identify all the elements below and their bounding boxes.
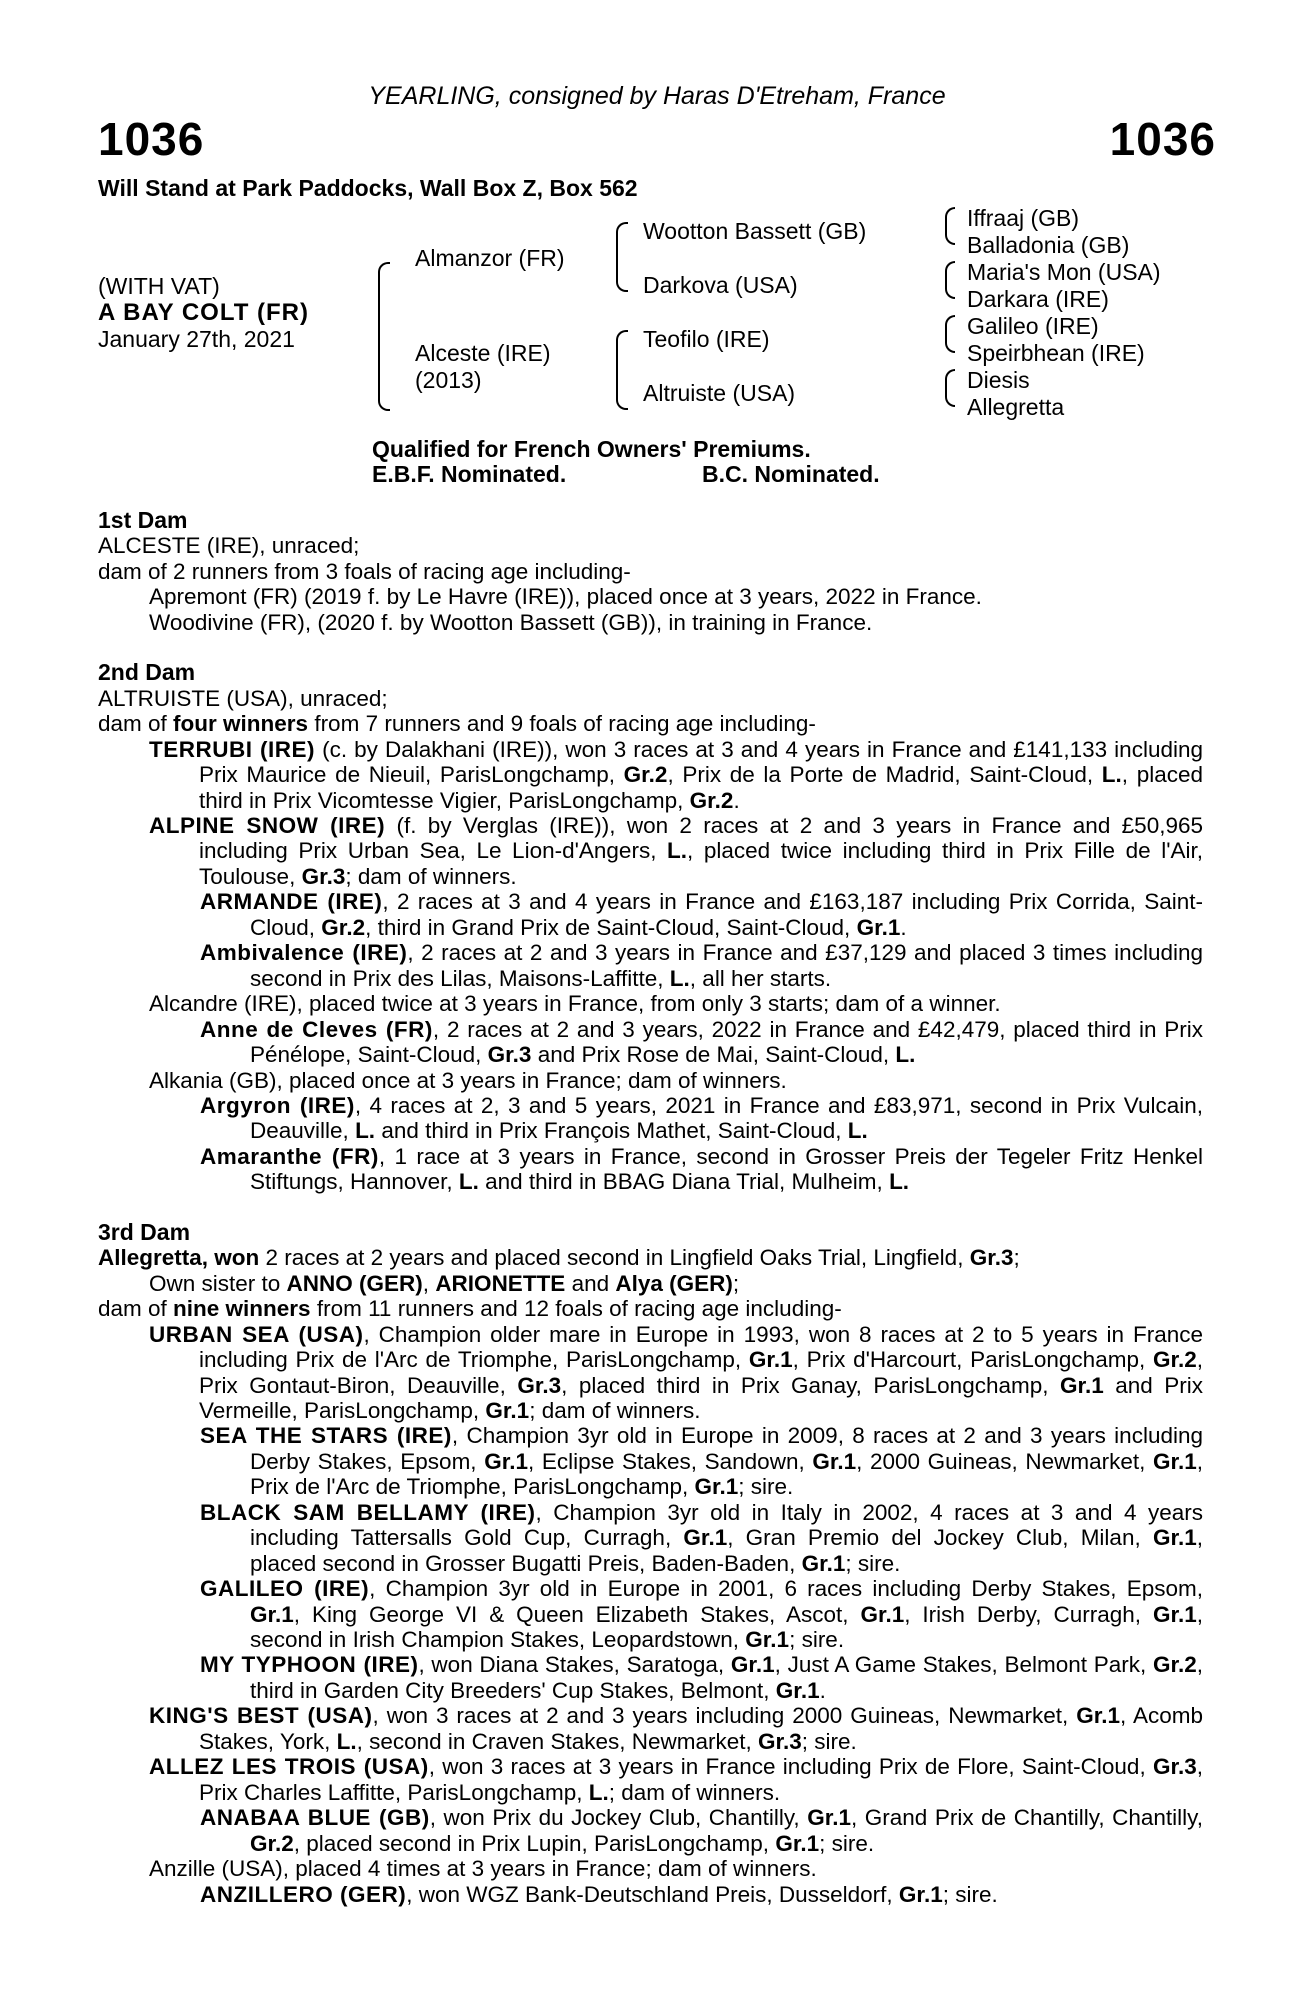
produce-entry: TERRUBI (IRE) (c. by Dalakhani (IRE)), won 3 races at 3 and 4 years in France and £141,133 including Prix Maurice de Nieuil, ParisLongchamp, Gr.2, Prix de la Porte de Madrid, Saint-Cloud, L., placed third in Prix Vicomtesse Vigier, ParisLongchamp, Gr.2. (149, 736, 1203, 813)
produce-entry: KING'S BEST (USA), won 3 races at 2 and 3 years including 2000 Guineas, Newmarket, Gr.1, Acomb Stakes, York, L., second in Craven Stakes, Newmarket, Gr.3; sire. (149, 1703, 1204, 1754)
pedigree-brace-3c (945, 315, 955, 353)
third-dam-summary: dam of nine winners from 11 runners and 12 foals of racing age including- (98, 1296, 842, 1322)
lot-number-right: 1036 (1109, 113, 1216, 165)
foaling-date: January 27th, 2021 (98, 326, 295, 352)
produce-entry: Anzille (USA), placed 4 times at 3 years in France; dam of winners. (149, 1856, 817, 1882)
produce-entry: GALILEO (IRE), Champion 3yr old in Europe in 2001, 6 races including Derby Stakes, Epsom, Gr.1, King George VI & Queen Elizabeth Stakes, Ascot, Gr.1, Irish Derby, Curragh, Gr.1, second in Irish Champion Stakes, Leopardstown, Gr.1; sire. (200, 1576, 1204, 1653)
pedigree-brace-1 (378, 262, 390, 411)
ped-ddd: Allegretta (967, 394, 1065, 420)
third-dam-line: Allegretta, won 2 races at 2 years and placed second in Lingfield Oaks Trial, Lingfield, Gr.3; (98, 1245, 1020, 1271)
third-dam-sister-line: Own sister to ANNO (GER), ARIONETTE and Alya (GER); (149, 1270, 740, 1296)
produce-entry: ALPINE SNOW (IRE) (f. by Verglas (IRE)), won 2 races at 2 and 3 years in France and £50,965 including Prix Urban Sea, Le Lion-d'Angers, L., placed twice including third in Prix Fille de l'Air, Toulouse, Gr.3; dam of winners. (149, 812, 1203, 889)
second-dam-heading: 2nd Dam (98, 659, 196, 686)
produce-entry: URBAN SEA (USA), Champion older mare in Europe in 1993, won 8 races at 2 to 5 years in France including Prix de l'Arc de Triomphe, ParisLongchamp, Gr.1, Prix d'Harcourt, ParisLongchamp, Gr.2, Prix Gontaut-Biron, Deauville, Gr.3, placed third in Prix Ganay, ParisLongchamp, Gr.1 and Prix Vermeille, ParisLongchamp, Gr.1; dam of winners. (149, 1321, 1203, 1423)
bc-nominated: B.C. Nominated. (702, 461, 880, 487)
sire: Almanzor (FR) (415, 245, 565, 271)
second-dam-summary: dam of four winners from 7 runners and 9 foals of racing age including- (98, 711, 816, 737)
ped-sss: Iffraaj (GB) (967, 205, 1080, 231)
produce-entry: Apremont (FR) (2019 f. by Le Havre (IRE)), placed once at 3 years, 2022 in France. (149, 584, 982, 610)
pedigree-brace-3b (945, 261, 955, 299)
dam: Alceste (IRE) (415, 340, 551, 366)
dam-sire: Teofilo (IRE) (643, 326, 770, 352)
ped-dds: Diesis (967, 367, 1030, 393)
second-dam-line: ALTRUISTE (USA), unraced; (98, 685, 388, 711)
produce-entry: Woodivine (FR), (2020 f. by Wootton Bassett (GB)), in training in France. (149, 609, 873, 635)
ebf-nominated: E.B.F. Nominated. (372, 461, 567, 487)
first-dam-summary: dam of 2 runners from 3 foals of racing age including- (98, 558, 631, 584)
produce-entry: Argyron (IRE), 4 races at 2, 3 and 5 years, 2021 in France and £83,971, second in Prix Vulcain, Deauville, L. and third in Prix François Mathet, Saint-Cloud, L. (200, 1092, 1204, 1144)
first-dam-line: ALCESTE (IRE), unraced; (98, 533, 360, 559)
vat-note: (WITH VAT) (98, 273, 220, 299)
produce-entry: ANZILLERO (GER), won WGZ Bank-Deutschland Preis, Dusseldorf, Gr.1; sire. (200, 1881, 998, 1907)
stand-location: Will Stand at Park Paddocks, Wall Box Z, Box 562 (98, 175, 638, 201)
lot-title: A BAY COLT (FR) (98, 299, 309, 326)
ped-dss: Galileo (IRE) (967, 313, 1099, 339)
ped-dsd: Speirbhean (IRE) (967, 340, 1145, 366)
produce-entry: MY TYPHOON (IRE), won Diana Stakes, Saratoga, Gr.1, Just A Game Stakes, Belmont Park, Gr.2, third in Garden City Breeders' Cup Stakes, Belmont, Gr.1. (200, 1652, 1203, 1703)
qualified-premiums: Qualified for French Owners' Premiums. (372, 436, 811, 462)
produce-entry: Ambivalence (IRE), 2 races at 2 and 3 years in France and £37,129 and placed 3 times including second in Prix des Lilas, Maisons-Laffitte, L., all her starts. (200, 940, 1203, 991)
pedigree-brace-2b (616, 330, 628, 410)
consignor-line: YEARLING, consigned by Haras D'Etreham, France (368, 82, 946, 110)
produce-entry: Amaranthe (FR), 1 race at 3 years in France, second in Grosser Preis der Tegeler Fritz Henkel Stiftungs, Hannover, L. and third in BBAG Diana Trial, Mulheim, L. (200, 1143, 1203, 1195)
produce-entry: Alcandre (IRE), placed twice at 3 years in France, from only 3 starts; dam of a winner. (149, 991, 1001, 1017)
produce-entry: Alkania (GB), placed once at 3 years in France; dam of winners. (149, 1067, 787, 1093)
lot-number-left: 1036 (98, 113, 205, 165)
produce-entry: ARMANDE (IRE), 2 races at 3 and 4 years in France and £163,187 including Prix Corrida, Saint-Cloud, Gr.2, third in Grand Prix de Saint-Cloud, Saint-Cloud, Gr.1. (200, 889, 1203, 940)
produce-entry: SEA THE STARS (IRE), Champion 3yr old in Europe in 2009, 8 races at 2 and 3 years including Derby Stakes, Epsom, Gr.1, Eclipse Stakes, Sandown, Gr.1, 2000 Guineas, Newmarket, Gr.1, Prix de l'Arc de Triomphe, ParisLongchamp, Gr.1; sire. (200, 1423, 1204, 1500)
produce-entry: ALLEZ LES TROIS (USA), won 3 races at 3 years in France including Prix de Flore, Saint-Cloud, Gr.3, Prix Charles Laffitte, ParisLongchamp, L.; dam of winners. (149, 1754, 1203, 1805)
produce-entry: Anne de Cleves (FR), 2 races at 2 and 3 years, 2022 in France and £42,479, placed third in Prix Pénélope, Saint-Cloud, Gr.3 and Prix Rose de Mai, Saint-Cloud, L. (200, 1016, 1203, 1068)
produce-entry: ANABAA BLUE (GB), won Prix du Jockey Club, Chantilly, Gr.1, Grand Prix de Chantilly, Chantilly, Gr.2, placed second in Prix Lupin, ParisLongchamp, Gr.1; sire. (200, 1805, 1203, 1856)
first-dam-heading: 1st Dam (98, 507, 188, 533)
sire-sire: Wootton Bassett (GB) (643, 218, 867, 244)
pedigree-brace-3a (945, 207, 955, 245)
produce-entry: BLACK SAM BELLAMY (IRE), Champion 3yr old in Italy in 2002, 4 races at 3 and 4 years including Tattersalls Gold Cup, Curragh, Gr.1, Gran Premio del Jockey Club, Milan, Gr.1, placed second in Grosser Bugatti Preis, Baden-Baden, Gr.1; sire. (200, 1499, 1203, 1576)
sire-dam: Darkova (USA) (643, 272, 798, 298)
ped-ssd: Balladonia (GB) (967, 232, 1130, 258)
third-dam-heading: 3rd Dam (98, 1218, 191, 1245)
ped-sds: Maria's Mon (USA) (967, 259, 1161, 285)
pedigree-brace-2a (616, 222, 628, 292)
ped-sdd: Darkara (IRE) (967, 286, 1109, 312)
dam-year: (2013) (415, 367, 482, 393)
pedigree-brace-3d (945, 369, 955, 407)
produce-record (98, 508, 1203, 1907)
dam-dam: Altruiste (USA) (643, 380, 796, 406)
